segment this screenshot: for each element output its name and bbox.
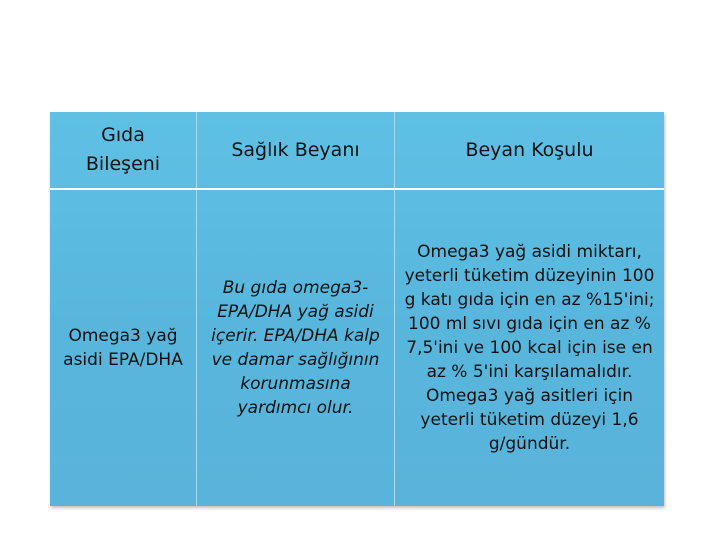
table-header-row xyxy=(50,112,664,190)
food-component-text: Omega3 yağ asidi EPA/DHA xyxy=(63,326,183,370)
header-claim-condition xyxy=(394,112,664,188)
cell-food-component xyxy=(50,190,196,506)
health-claim-text: Bu gıda omega3-EPA/DHA yağ asidi içerir. EPA/DHA kalp ve damar sağlığının korunmasına yardımcı olur. xyxy=(211,278,380,418)
slide-title: TÜRKİYE xyxy=(284,38,436,78)
health-claim-table xyxy=(50,112,664,506)
header-health-claim xyxy=(196,112,394,188)
header-claim-condition-label: Beyan Koşulu xyxy=(465,138,594,161)
table-row xyxy=(50,190,664,506)
cell-health-claim xyxy=(196,190,394,506)
cell-claim-condition xyxy=(394,190,664,506)
claim-condition-text: Omega3 yağ asidi miktarı, yeterli tüketim düzeyinin 100 g katı gıda için en az %15'ini; 100 ml sıvı gıda için en az % 7,5'ini ve 100 kcal için ise en az % 5'ini karşılamalıdır. Omega3 yağ asitleri için yeterli tüketim düzeyi 1,6 g/gündür. xyxy=(404,242,655,454)
header-health-claim-label: Sağlık Beyanı xyxy=(231,138,360,161)
header-food-component xyxy=(50,112,196,188)
header-food-component-label: Gıda Bileşeni xyxy=(85,124,161,175)
